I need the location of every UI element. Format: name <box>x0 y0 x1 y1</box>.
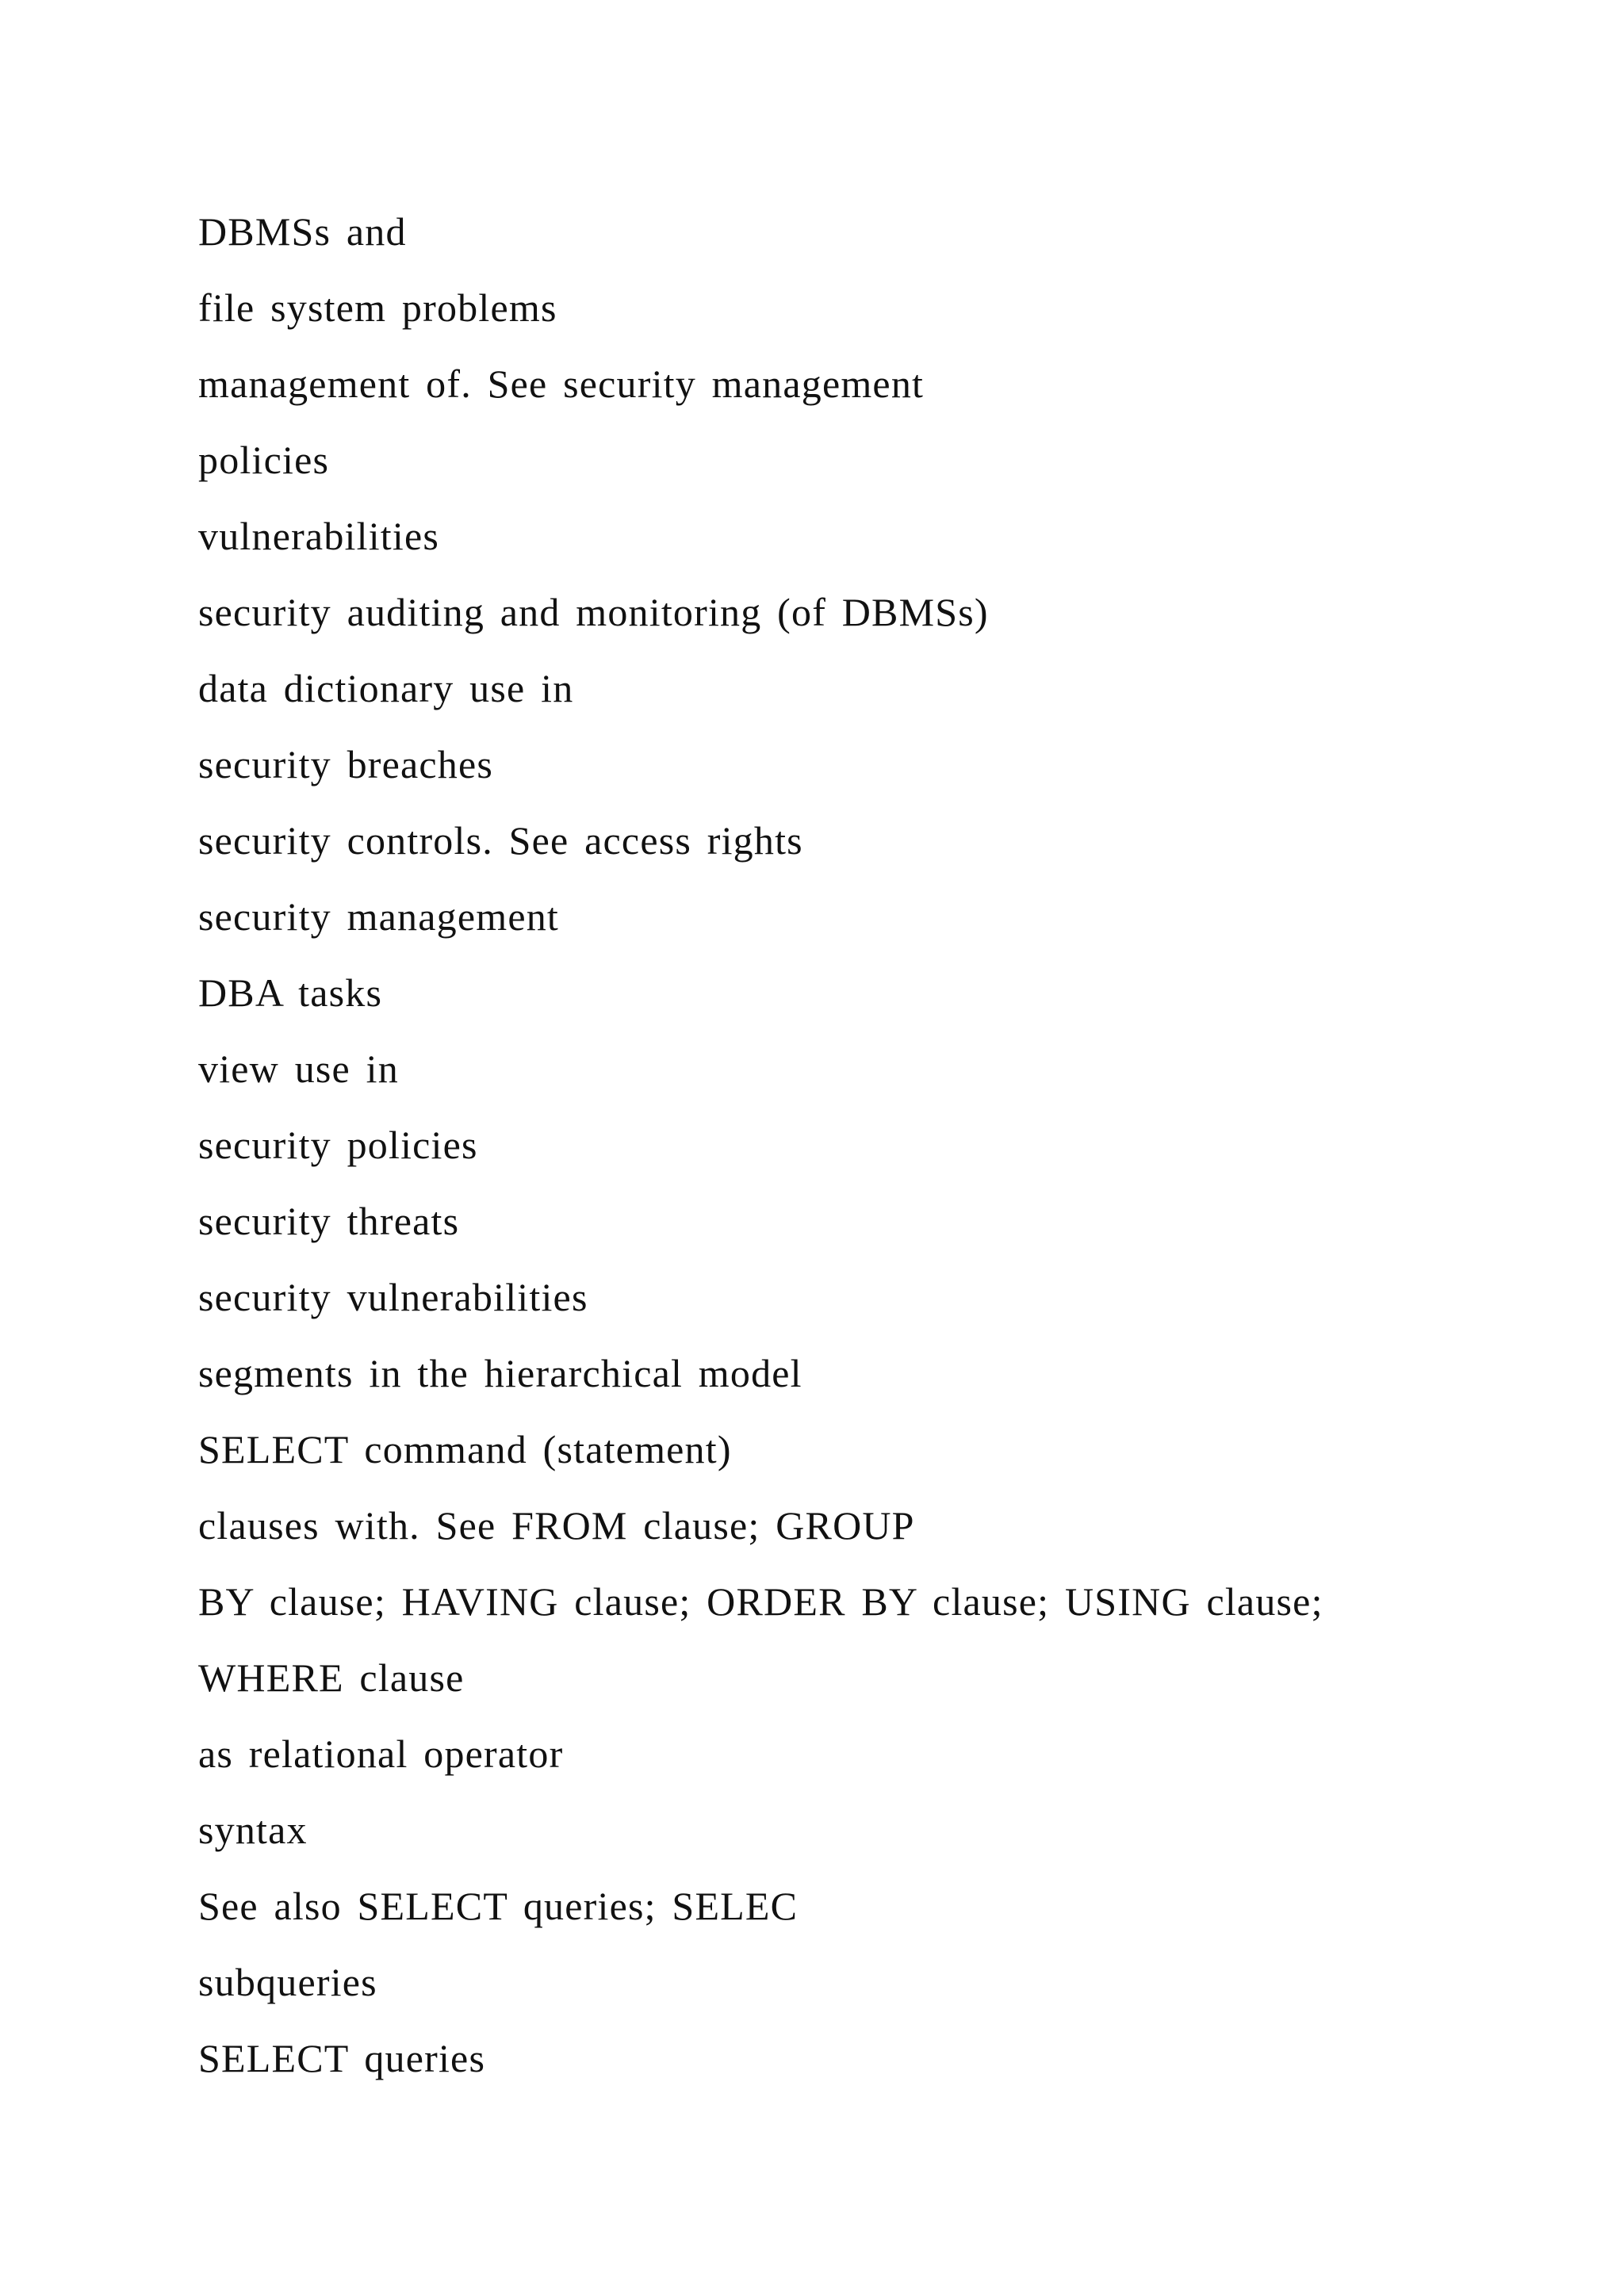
index-entry-line: DBMSs and <box>198 209 407 254</box>
index-entry-line: as relational operator <box>198 1732 564 1776</box>
index-entry-line: file system problems <box>198 285 557 330</box>
index-entry-line: WHERE clause <box>198 1655 465 1700</box>
index-entry-line: subqueries <box>198 1960 377 2004</box>
index-entry-line: SELECT command (statement) <box>198 1427 732 1471</box>
index-entry-line: security auditing and monitoring (of DBMSs) <box>198 590 989 634</box>
index-entry-line: syntax <box>198 1808 308 1852</box>
index-entry-line: security threats <box>198 1199 460 1243</box>
index-entry-line: See also SELECT queries; SELEC <box>198 1884 799 1928</box>
index-entry-line: security breaches <box>198 742 494 786</box>
index-entry-line: clauses with. See FROM clause; GROUP <box>198 1503 915 1548</box>
index-entry-line: security controls. See access rights <box>198 818 803 863</box>
index-entry-line: BY clause; HAVING clause; ORDER BY clause; USING clause; <box>198 1579 1323 1624</box>
index-entry-line: SELECT queries <box>198 2036 486 2080</box>
index-entry-line: segments in the hierarchical model <box>198 1351 802 1395</box>
index-entry-line: management of. See security management <box>198 362 925 406</box>
index-entry-line: view use in <box>198 1047 399 1091</box>
index-entry-line: policies <box>198 438 330 482</box>
index-entry-line: security vulnerabilities <box>198 1275 588 1319</box>
index-entry-line: vulnerabilities <box>198 514 440 558</box>
index-entry-list <box>198 193 1323 2096</box>
index-entry-line: security policies <box>198 1123 478 1167</box>
index-entry-line: DBA tasks <box>198 970 383 1015</box>
index-entry-line: data dictionary use in <box>198 666 574 710</box>
index-entry-line: security management <box>198 894 560 939</box>
